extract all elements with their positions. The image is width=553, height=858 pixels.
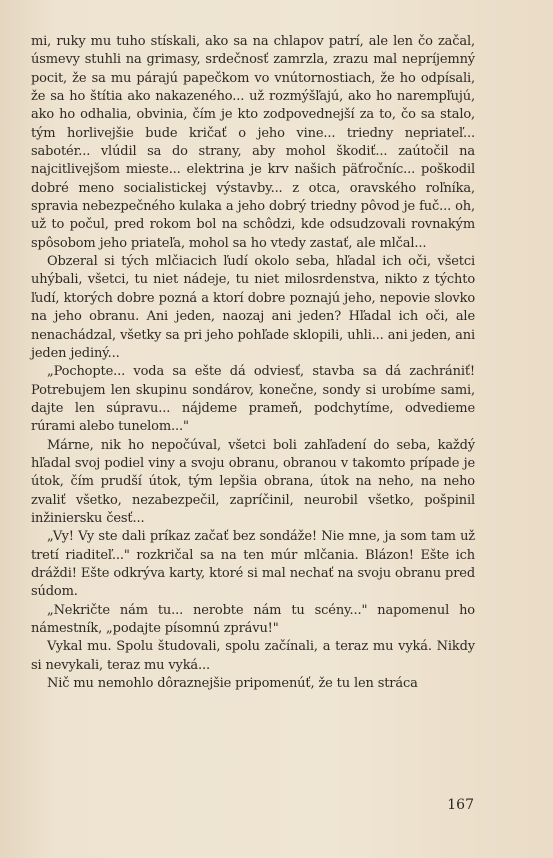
page-number: 167 [447,797,474,813]
paragraph: Vykal mu. Spolu študovali, spolu začínali, a teraz mu vyká. Nikdy si nevykali, teraz mu vyká... [31,639,475,673]
paragraph: „Nekričte nám tu... nerobte nám tu scény..." napomenul ho námestník, „podajte písomnú zprávu!" [31,602,475,636]
paragraph: „Pochopte... voda sa ešte dá odviesť, stavba sa dá zachrániť! Potrebujem len skupinu sondárov, konečne, sondy si urobíme sami, dajte len súpravu... nájdeme prameň, podchytíme, odvedieme rúrami alebo tunelom..." [31,364,475,435]
body-text [31,33,475,693]
paragraph: Nič mu nemohlo dôraznejšie pripomenúť, že tu len stráca [47,676,418,692]
paragraph: mi, ruky mu tuho stískali, ako sa na chlapov patrí, ale len čo začal, úsmevy stuhli na grimasy, srdečnosť zamrzla, zrazu mal nepríjemný pocit, že sa mu párajú papečkom vo vnútornostiach, že ho odpísali, že sa ho štítia ako nakazeného... už rozmýšľajú, ako ho narempľujú, ako ho odhalia, obvinia, čím je kto zodpovednejší za to, čo sa stalo, tým horlivejšie bude kričať o jeho vine... triedny nepriateľ... sabotér... vlúdil sa do strany, aby mohol škodiť... zaútočil na najcitlivejšom mieste... elektrina je krv našich päťročníc... poškodil dobré meno socialistickej výstavby... z otca, oravského roľníka, spravia nebezpečného kulaka a jeho dobrý triedny pôvod je fuč... oh, už to počul, pred rokom bol na schôdzi, kde odsudzovali rovnakým spôsobom jeho priateľa, mohol sa ho vtedy zastať, ale mlčal... [31,34,475,251]
paragraph: „Vy! Vy ste dali príkaz začať bez sondáže! Nie mne, ja som tam už tretí riaditeľ..." rozkričal sa na ten múr mlčania. Blázon! Ešte ich dráždi! Ešte odkrýva karty, ktoré si mal nechať na svoju obranu pred súdom. [31,529,475,600]
paragraph: Márne, nik ho nepočúval, všetci boli zahľadení do seba, každý hľadal svoj podiel viny a svoju obranu, obranou v takomto prípade je útok, čím prudší útok, tým lepšia obrana, útok na neho, na neho zvaliť všetko, nezabezpečil, zapríčinil, neurobil všetko, pošpinil inžiniersku česť... [31,437,475,526]
paragraph: Obzeral si tých mlčiacich ľudí okolo seba, hľadal ich oči, všetci uhýbali, všetci, tu niet nádeje, tu niet milosrdenstva, nikto z týchto ľudí, ktorých dobre pozná a ktorí dobre poznajú jeho, nepovie slovko na jeho obranu. Ani jeden, naozaj ani jeden? Hľadal ich oči, ale nenachádzal, všetky sa pri jeho pohľade sklopili, uhli... ani jeden, ani jeden jediný... [31,254,475,361]
